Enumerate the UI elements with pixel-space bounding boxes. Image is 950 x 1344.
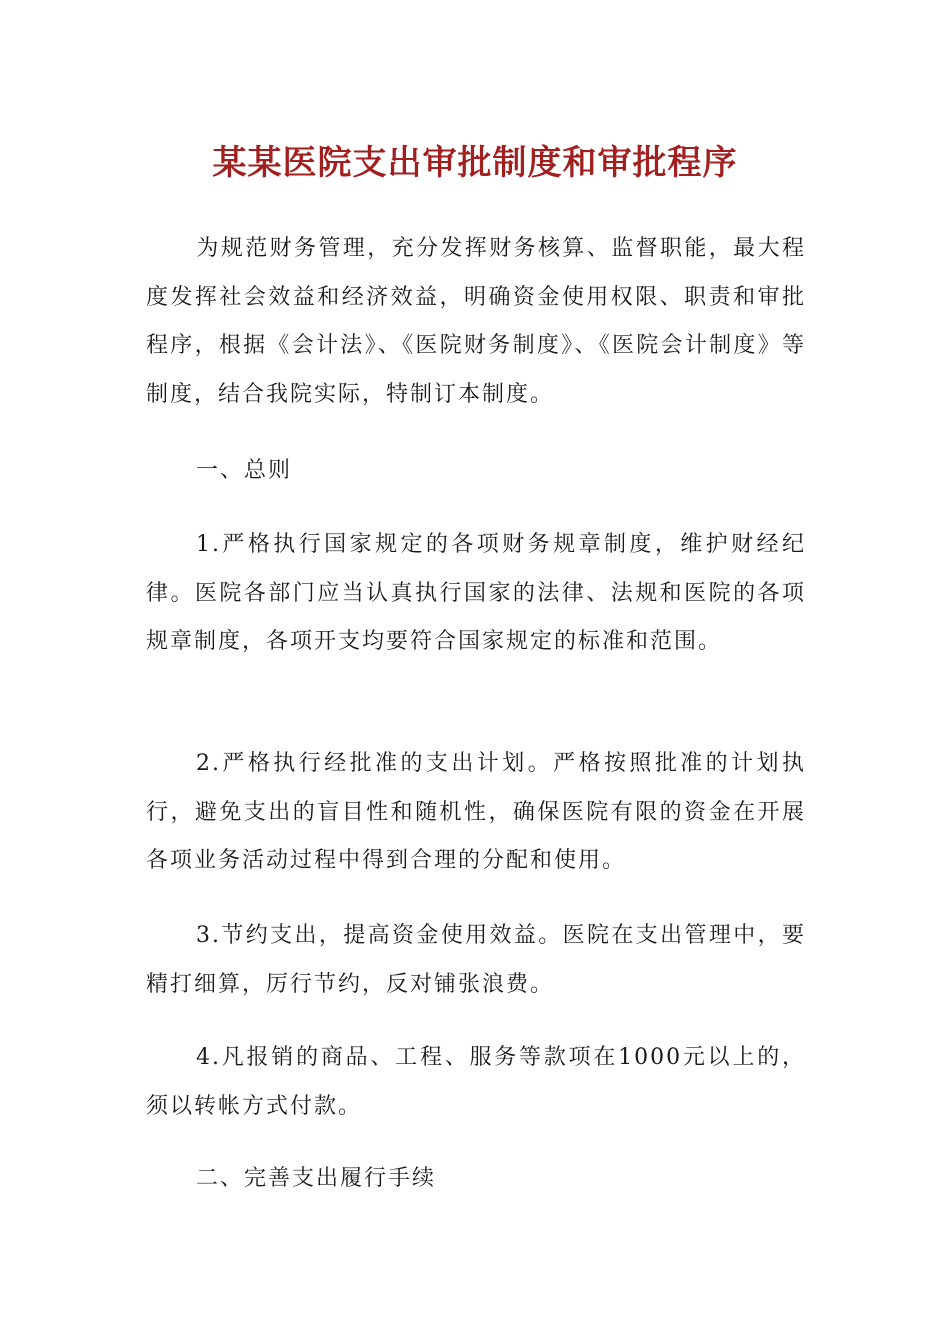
section-heading-procedures: 二、完善支出履行手续 <box>196 1166 437 1191</box>
clause-2-paragraph <box>146 740 806 886</box>
intro-text: 为规范财务管理，充分发挥财务核算、监督职能，最大程度发挥社会效益和经济效益，明确资金使用权限、职责和审批程序，根据《会计法》、《医院财务制度》、《医院会计制度》等制度，结合我院实际，特制订本制度。 <box>146 236 806 407</box>
document-title: 某某医院支出审批制度和审批程序 <box>212 143 738 183</box>
clause-1-text: 1.严格执行国家规定的各项财务规章制度，维护财经纪律。医院各部门应当认真执行国家的法律、法规和医院的各项规章制度，各项开支均要符合国家规定的标准和范围。 <box>146 532 806 654</box>
clause-2-text: 2.严格执行经批准的支出计划。严格按照批准的计划执行，避免支出的盲目性和随机性，确保医院有限的资金在开展各项业务活动过程中得到合理的分配和使用。 <box>146 751 806 873</box>
section-heading-general: 一、总则 <box>196 458 293 483</box>
clause-3-text: 3.节约支出，提高资金使用效益。医院在支出管理中，要精打细算，厉行节约，反对铺张浪费。 <box>146 923 806 997</box>
clause-4-text: 4.凡报销的商品、工程、服务等款项在1000元以上的，须以转帐方式付款。 <box>146 1045 806 1119</box>
clause-3-paragraph <box>146 912 806 1009</box>
clause-1-paragraph <box>146 521 806 667</box>
intro-paragraph <box>146 225 806 419</box>
clause-4-paragraph <box>146 1034 806 1131</box>
